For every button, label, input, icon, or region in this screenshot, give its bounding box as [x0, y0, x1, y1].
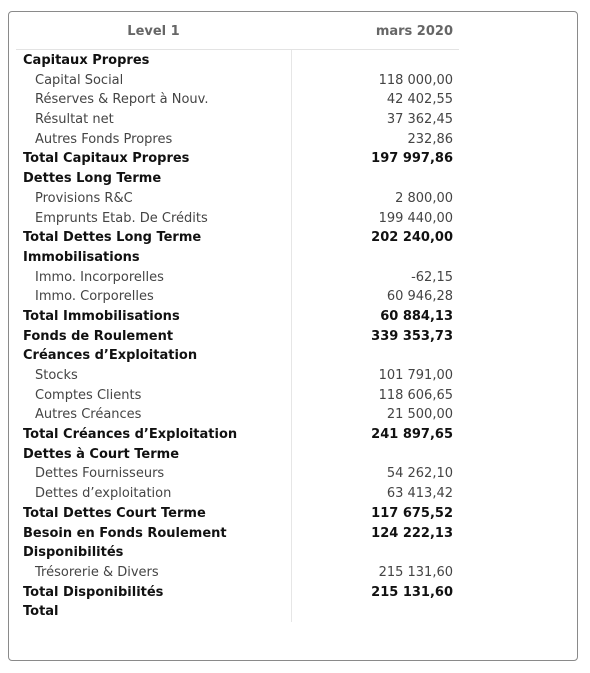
matrix-row-group[interactable]	[16, 169, 459, 189]
row-value: 117 675,52	[371, 505, 453, 521]
row-label: Autres Fonds Propres	[35, 131, 173, 147]
row-value: 232,86	[407, 131, 453, 147]
row-label: Disponibilités	[23, 545, 124, 561]
row-label: Immobilisations	[23, 249, 140, 265]
matrix-row-item[interactable]	[16, 563, 459, 583]
row-label: Fonds de Roulement	[23, 328, 174, 344]
matrix-row-group[interactable]	[16, 425, 459, 445]
matrix-row-group[interactable]	[16, 602, 459, 622]
row-value	[292, 346, 453, 366]
row-value: 101 791,00	[378, 368, 453, 383]
row-value: 118 606,65	[378, 387, 453, 403]
row-value: 215 131,60	[371, 584, 453, 600]
row-label: Total	[23, 604, 59, 620]
row-label: Total Immobilisations	[23, 308, 180, 324]
row-label: Besoin en Fonds Roulement	[23, 525, 227, 541]
row-value: 37 362,45	[386, 112, 453, 128]
matrix-row-item[interactable]	[16, 464, 459, 484]
matrix-row-group[interactable]	[16, 149, 459, 169]
row-value: 199 440,00	[378, 210, 453, 226]
row-label: Dettes à Court Terme	[23, 446, 180, 462]
row-value: 241 897,65	[371, 427, 453, 443]
row-value: 54 262,10	[386, 466, 453, 482]
row-label: Emprunts Etab. De Crédits	[35, 210, 208, 226]
matrix-row-group[interactable]	[16, 524, 459, 544]
row-value: -62,15	[411, 269, 453, 285]
row-label: Réserves & Report à Nouv.	[35, 92, 209, 108]
matrix-row-group[interactable]	[16, 248, 459, 268]
matrix-row-item[interactable]	[16, 405, 459, 425]
row-value	[292, 445, 453, 465]
row-value	[292, 169, 453, 189]
row-label: Immo. Corporelles	[35, 289, 154, 305]
matrix-row-item[interactable]	[16, 209, 459, 229]
row-label: Immo. Incorporelles	[35, 269, 164, 285]
row-value: 339 353,73	[371, 328, 453, 344]
matrix-row-group[interactable]	[16, 327, 459, 347]
matrix-row-item[interactable]	[16, 287, 459, 307]
matrix-row-group[interactable]	[16, 346, 459, 366]
row-label: Total Dettes Court Terme	[23, 505, 206, 521]
matrix-row-group[interactable]	[16, 228, 459, 248]
row-label: Autres Créances	[35, 407, 142, 423]
row-label: Dettes Long Terme	[23, 171, 162, 187]
row-label: Provisions R&C	[35, 190, 133, 206]
row-label: Créances d’Exploitation	[23, 348, 198, 364]
matrix-row-group[interactable]	[16, 307, 459, 327]
matrix-body	[16, 51, 459, 622]
matrix-row-item[interactable]	[16, 90, 459, 110]
row-value: 118 000,00	[378, 72, 453, 88]
matrix-row-item[interactable]	[16, 268, 459, 288]
row-label: Total Capitaux Propres	[23, 151, 190, 167]
row-value: 60 884,13	[380, 308, 453, 324]
matrix-row-group[interactable]	[16, 543, 459, 563]
matrix-row-item[interactable]	[16, 386, 459, 406]
matrix-row-item[interactable]	[16, 189, 459, 209]
row-value: 215 131,60	[378, 564, 453, 580]
row-value: 197 997,86	[371, 151, 453, 167]
row-value	[292, 602, 453, 622]
matrix-row-group[interactable]	[16, 51, 459, 71]
row-label: Total Dettes Long Terme	[23, 230, 202, 246]
level-column-header[interactable]: Level 1	[127, 24, 180, 39]
matrix-header	[16, 22, 459, 50]
row-label: Dettes d’exploitation	[35, 486, 172, 502]
matrix-row-group[interactable]	[16, 583, 459, 603]
row-value	[292, 51, 453, 71]
row-label: Stocks	[35, 368, 78, 383]
matrix-row-item[interactable]	[16, 71, 459, 91]
row-value	[292, 248, 453, 268]
row-label: Comptes Clients	[35, 387, 142, 403]
row-value: 21 500,00	[386, 407, 453, 423]
row-value: 60 946,28	[386, 289, 453, 305]
row-label: Total Disponibilités	[23, 584, 164, 600]
row-label: Capitaux Propres	[23, 53, 150, 68]
row-value: 42 402,55	[386, 92, 453, 108]
row-label: Résultat net	[35, 112, 114, 128]
row-label: Trésorerie & Divers	[35, 564, 159, 580]
row-value: 63 413,42	[386, 486, 453, 502]
row-value: 202 240,00	[371, 230, 453, 246]
matrix-row-item[interactable]	[16, 110, 459, 130]
row-label: Dettes Fournisseurs	[35, 466, 165, 482]
row-value: 124 222,13	[371, 525, 453, 541]
matrix-row-group[interactable]	[16, 504, 459, 524]
row-label: Total Créances d’Exploitation	[23, 427, 238, 443]
period-column-header[interactable]: mars 2020	[375, 24, 453, 39]
row-value: 2 800,00	[395, 190, 453, 206]
matrix-row-item[interactable]	[16, 130, 459, 150]
matrix-row-item[interactable]	[16, 366, 459, 386]
matrix-row-item[interactable]	[16, 484, 459, 504]
row-value	[292, 543, 453, 563]
matrix-row-group[interactable]	[16, 445, 459, 465]
row-label: Capital Social	[35, 72, 124, 88]
